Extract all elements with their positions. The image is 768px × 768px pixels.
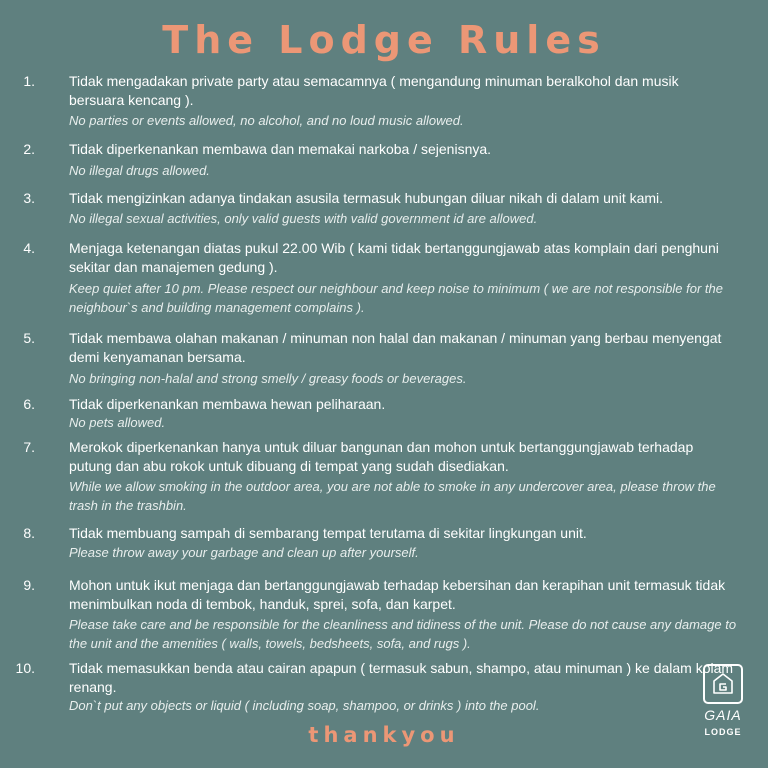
rule-text-english: No parties or events allowed, no alcohol, and no loud music allowed. xyxy=(69,113,464,128)
rule-text-english: Please take care and be responsible for the cleanliness and tidiness of the unit. Please do not cause any damage to the unit and the amenities ( walls, towels, bedsheets, sofa, and rugs ). xyxy=(69,617,737,651)
house-icon xyxy=(705,666,741,702)
rule-number: 1. xyxy=(23,73,35,89)
rule-number: 8. xyxy=(23,525,35,541)
rule-text-indonesian: Menjaga ketenangan diatas pukul 22.00 Wib ( kami tidak bertanggungjawab atas komplain dari penghuni sekitar dan manajemen gedung ). xyxy=(69,240,719,275)
rule-text-english: Keep quiet after 10 pm. Please respect our neighbour and keep noise to minimum ( we are not responsible for the neighbour`s and building management complains ). xyxy=(69,281,723,315)
rule-number: 2. xyxy=(23,141,35,157)
rule-text-indonesian: Tidak membuang sampah di sembarang tempat terutama di sekitar lingkungan unit. xyxy=(69,525,587,541)
rule-number: 7. xyxy=(23,439,35,455)
rule-text-indonesian: Tidak membawa olahan makanan / minuman non halal dan makanan / minuman yang berbau menyengat demi kenyamanan bersama. xyxy=(69,330,722,365)
rule-text-english: Don`t put any objects or liquid ( including soap, shampoo, or drinks ) into the pool. xyxy=(69,698,540,713)
rule-text-english: No illegal drugs allowed. xyxy=(69,163,210,178)
rule-number: 3. xyxy=(23,190,35,206)
rule-number: 4. xyxy=(23,240,35,256)
rule-number: 9. xyxy=(23,577,35,593)
thank-you-footer: thankyou xyxy=(308,723,460,747)
rule-text-english: No illegal sexual activities, only valid guests with valid government id are allowed. xyxy=(69,211,538,226)
rule-text-indonesian: Merokok diperkenankan hanya untuk diluar bangunan dan mohon untuk bertanggungjawab terhadap putung dan abu rokok untuk dibuang di tempat yang sudah disediakan. xyxy=(69,439,694,474)
page-title: The Lodge Rules xyxy=(162,18,606,62)
rule-text-indonesian: Tidak mengizinkan adanya tindakan asusila termasuk hubungan diluar nikah di dalam unit kami. xyxy=(69,190,664,206)
rule-text-indonesian: Tidak memasukkan benda atau cairan apapun ( termasuk sabun, shampo, atau minuman ) ke dalam kolam renang. xyxy=(69,660,734,695)
rule-text-indonesian: Tidak mengadakan private party atau semacamnya ( mengandung minuman beralkohol dan musik bersuara kencang ). xyxy=(69,73,679,108)
rule-text-english: Please throw away your garbage and clean up after yourself. xyxy=(69,545,419,560)
rule-text-indonesian: Mohon untuk ikut menjaga dan bertanggungjawab terhadap kebersihan dan kerapihan unit termasuk tidak menimbulkan noda di tembok, handuk, sprei, sofa, dan karpet. xyxy=(69,577,726,612)
rule-number: 5. xyxy=(23,330,35,346)
rule-text-indonesian: Tidak diperkenankan membawa dan memakai narkoba / sejenisnya. xyxy=(69,141,492,157)
rule-number: 6. xyxy=(23,396,35,412)
logo-subtitle: LODGE xyxy=(704,727,742,737)
rule-text-indonesian: Tidak diperkenankan membawa hewan peliharaan. xyxy=(69,396,386,412)
logo-name: GAIA xyxy=(704,707,742,723)
rule-text-english: No bringing non-halal and strong smelly / greasy foods or beverages. xyxy=(69,371,467,386)
rule-text-english: No pets allowed. xyxy=(69,415,166,430)
logo-frame xyxy=(703,664,743,704)
rule-text-english: While we allow smoking in the outdoor area, you are not able to smoke in any undercover area, please throw the trash in the trashbin. xyxy=(69,479,716,513)
rule-number: 10. xyxy=(15,660,35,676)
gaia-lodge-logo xyxy=(703,664,743,744)
